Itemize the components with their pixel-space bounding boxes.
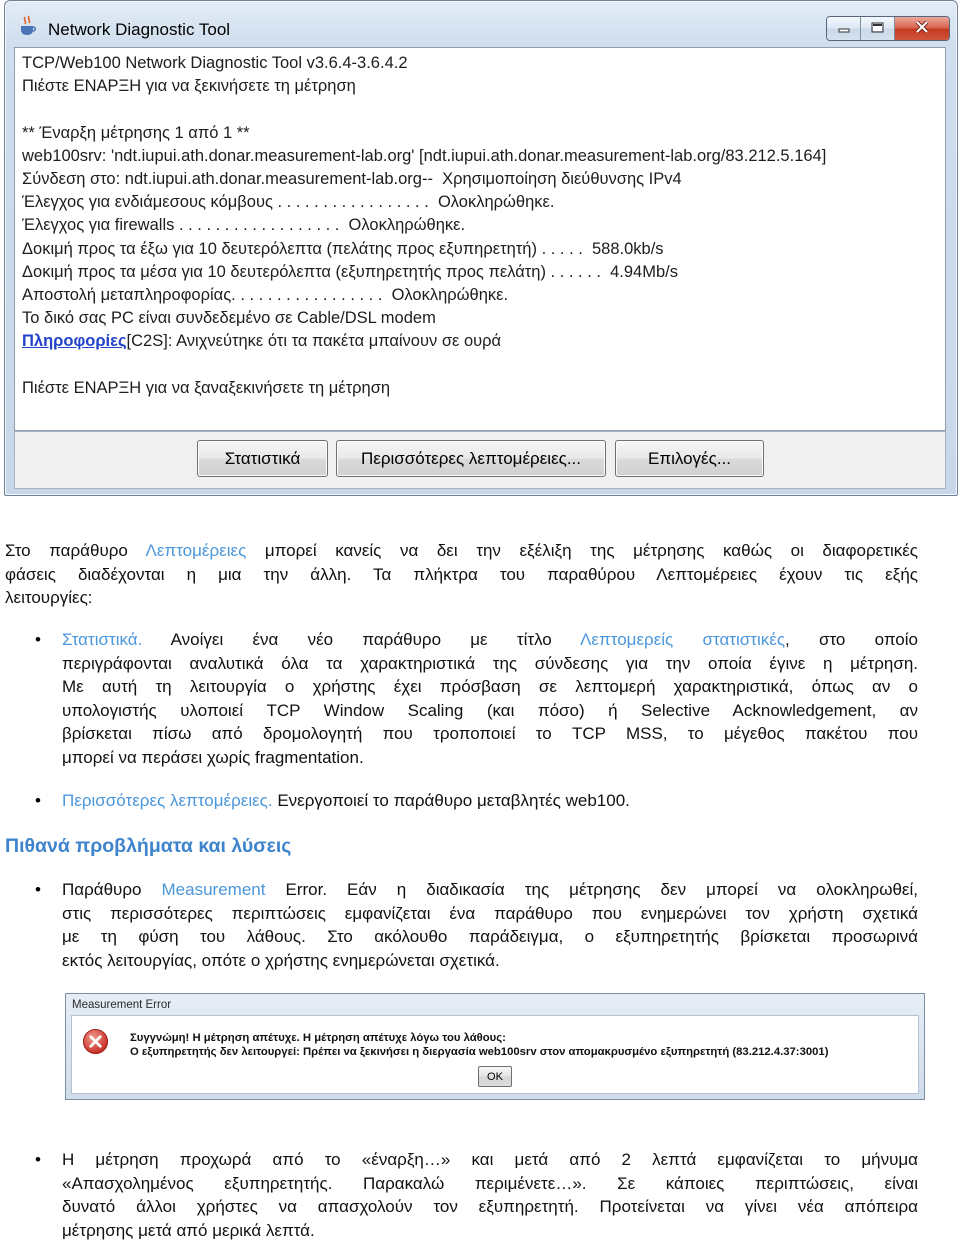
close-icon <box>915 20 929 38</box>
log-line <box>22 122 945 145</box>
highlighted-term: Στατιστικά. <box>62 630 143 649</box>
text-segment: Πιέστε ΕΝΑΡΞΗ για να ξαναξεκινήσετε τη μέτρηση <box>22 378 391 397</box>
text-segment: βρίσκεται πίσω από δρομολογητή που τροποποιεί το TCP MSS, το μέγεθος πακέτου που <box>62 724 918 744</box>
log-line <box>22 52 945 75</box>
text-line <box>62 652 918 676</box>
text-segment: web100srv: 'ndt.iupui.ath.donar.measurement-lab.org' [ndt.iupui.ath.donar.measurement-lab.org/83.212.5.164] <box>22 146 827 165</box>
minimize-icon <box>838 20 850 38</box>
list-item-busy-server <box>62 1148 918 1242</box>
section-heading: Πιθανά προβλήματα και λύσεις <box>5 835 292 857</box>
text-line <box>62 746 918 770</box>
log-line <box>22 307 945 330</box>
text-line <box>62 878 918 902</box>
text-segment: Το δικό σας PC είναι συνδεδεμένο σε Cable/DSL modem <box>22 309 436 328</box>
text-segment: φάσεις διαδέχονται η μια την άλλη. Τα πλήκτρα του παραθύρου Λεπτομέρειες έχουν τις εξής <box>5 564 918 584</box>
text-line <box>62 722 918 746</box>
minimize-button[interactable] <box>827 17 861 40</box>
log-line <box>22 261 945 284</box>
intro-paragraph <box>5 539 918 610</box>
text-segment: μπορεί κανείς να δει την εξέλιξη της μέτρησης καθώς οι διαφορετικές <box>246 541 918 560</box>
info-link[interactable]: Πληροφορίες <box>22 332 127 351</box>
diagnostic-log <box>14 47 946 431</box>
list-item-more-details <box>62 789 918 813</box>
text-segment: Αποστολή μεταπληροφορίας. . . . . . . . . . . . . . . . . Ολοκληρώθηκε. <box>22 285 509 304</box>
text-segment: υπολογιστής υλοποιεί TCP Window Scaling (και πόσο) ή Selective Acknowledgement, αν <box>62 700 918 720</box>
text-segment: [C2S]: Ανιχνεύτηκε ότι τα πακέτα μπαίνουν σε ουρά <box>126 332 502 351</box>
log-line <box>22 377 945 400</box>
text-segment: περιγράφονται αναλυτικά όλα τα χαρακτηριστικά της σύνδεσης για την οποία έγινε η μέτρηση. <box>62 653 918 673</box>
text-segment: Σύνδεση στο: ndt.iupui.ath.donar.measurement-lab.org-- Χρησιμοποίηση διεύθυνσης IPv4 <box>22 169 682 188</box>
highlighted-term: Λεπτομέρειες <box>145 541 247 560</box>
text-segment: ** Έναρξη μέτρησης 1 από 1 ** <box>22 123 250 142</box>
text-line <box>62 949 918 973</box>
text-line <box>62 1148 918 1172</box>
more-details-button[interactable]: Περισσότερες λεπτομέρειες... <box>336 440 606 477</box>
text-line <box>62 902 918 926</box>
log-line <box>22 330 945 353</box>
text-segment: εκτός λειτουργίας, οπότε ο χρήστης ενημερώνεται σχετικά. <box>62 950 500 970</box>
text-segment: TCP/Web100 Network Diagnostic Tool v3.6.4-3.6.4.2 <box>22 54 408 72</box>
text-line <box>62 1219 918 1243</box>
list-item-measurement-error <box>62 878 918 972</box>
text-segment: Δοκιμή προς τα έξω για 10 δευτερόλεπτα (πελάτης προς εξυπηρετητή) . . . . . 588.0kb/s <box>22 239 664 258</box>
text-line <box>62 925 918 949</box>
text-segment: Ανοίγει ένα νέο παράθυρο με τίτλο <box>142 630 581 649</box>
ok-button[interactable]: OK <box>478 1066 512 1087</box>
log-line <box>22 214 945 237</box>
measurement-error-dialog <box>65 993 925 1100</box>
text-line <box>62 628 918 652</box>
text-segment: Στο παράθυρο <box>5 541 146 560</box>
log-line <box>22 191 945 214</box>
text-segment: με τη φύση του λάθους. Στο ακόλουθο παράδειγμα, ο εξυπηρετητής βρίσκεται προσωρινά <box>62 927 918 947</box>
dialog-body <box>71 1015 919 1094</box>
text-segment: μπορεί να περάσει χωρίς fragmentation. <box>62 747 364 767</box>
blank-line <box>22 98 945 121</box>
list-item-statistics <box>62 628 918 770</box>
text-line <box>62 789 918 813</box>
text-line <box>5 586 918 610</box>
maximize-icon <box>871 20 884 38</box>
text-segment: Πιέστε ΕΝΑΡΞΗ για να ξεκινήσετε τη μέτρηση <box>22 77 356 96</box>
log-line <box>22 238 945 261</box>
button-panel <box>14 431 946 489</box>
text-segment: στις περισσότερες περιπτώσεις εμφανίζεται ένα παράθυρο που ενημερώνει τον χρήστη σχετικά <box>62 903 918 923</box>
text-segment: Παράθυρο <box>62 880 162 899</box>
java-app-icon <box>17 15 39 37</box>
dialog-title: Measurement Error <box>72 999 172 1011</box>
statistics-button[interactable]: Στατιστικά <box>197 440 328 477</box>
text-line <box>62 675 918 699</box>
text-segment: Με αυτή τη λειτουργία ο χρήστης έχει πρόσβαση σε λεπτομερή χαρακτηριστικά, όπως αν ο <box>62 677 918 697</box>
text-line <box>5 539 918 563</box>
log-line <box>22 168 945 191</box>
error-message-title: Συγγνώμη! Η μέτρηση απέτυχε. Η μέτρηση απέτυχε λόγω του λάθους: <box>130 1032 506 1044</box>
text-line <box>62 699 918 723</box>
text-segment: «Απασχολημένος εξυπηρετητής. Παρακαλώ περιμένετε…». Σε κάποιες περιπτώσεις, είναι <box>62 1173 918 1193</box>
text-segment: Έλεγχος για ενδιάμεσους κόμβους . . . . . . . . . . . . . . . . . Ολοκληρώθηκε. <box>22 193 555 212</box>
ndt-window <box>4 0 958 496</box>
highlighted-term: Measurement <box>161 880 266 899</box>
text-segment: Ενεργοποιεί το παράθυρο μεταβλητές web100. <box>272 791 630 810</box>
window-controls <box>826 16 950 41</box>
text-line <box>62 1195 918 1219</box>
text-segment: μέτρησης μετά από μερικά λεπτά. <box>62 1220 315 1240</box>
text-segment: Error. Εάν η διαδικασία της μέτρησης δεν μπορεί να ολοκληρωθεί, <box>265 880 918 899</box>
window-title: Network Diagnostic Tool <box>48 20 231 39</box>
text-segment: Έλεγχος για firewalls . . . . . . . . . . . . . . . . . . Ολοκληρώθηκε. <box>22 216 466 235</box>
blank-line <box>22 353 945 376</box>
error-message-detail: Ο εξυπηρετητής δεν λειτουργεί: Πρέπει να ξεκινήσει η διεργασία web100srv στον απομακρυσμένο εξυπηρετητή (83.212.4.37:3001) <box>130 1046 829 1058</box>
text-segment: Η μέτρηση προχωρά από το «έναρξη…» και μετά από 2 λεπτά εμφανίζεται το μήνυμα <box>62 1150 918 1169</box>
text-segment: λειτουργίες: <box>5 588 93 608</box>
text-segment: δυνατό άλλοι χρήστες να απασχολούν τον εξυπηρετητή. Προτείνεται να γίνει νέα απόπειρα <box>62 1197 918 1217</box>
text-segment: , στο οποίο <box>785 630 918 649</box>
text-segment: Δοκιμή προς τα μέσα για 10 δευτερόλεπτα (εξυπηρετητής προς πελάτη) . . . . . . 4.94Mb/s <box>22 262 678 281</box>
log-line <box>22 284 945 307</box>
options-button[interactable]: Επιλογές... <box>615 440 764 477</box>
log-line <box>22 75 945 98</box>
highlighted-term: Λεπτομερείς στατιστικές <box>580 630 786 649</box>
close-button[interactable] <box>895 17 949 40</box>
text-line <box>62 1172 918 1196</box>
highlighted-term: Περισσότερες λεπτομέρειες. <box>62 791 273 810</box>
maximize-button[interactable] <box>861 17 895 40</box>
text-line <box>5 563 918 587</box>
log-line <box>22 145 945 168</box>
error-icon <box>82 1028 109 1055</box>
